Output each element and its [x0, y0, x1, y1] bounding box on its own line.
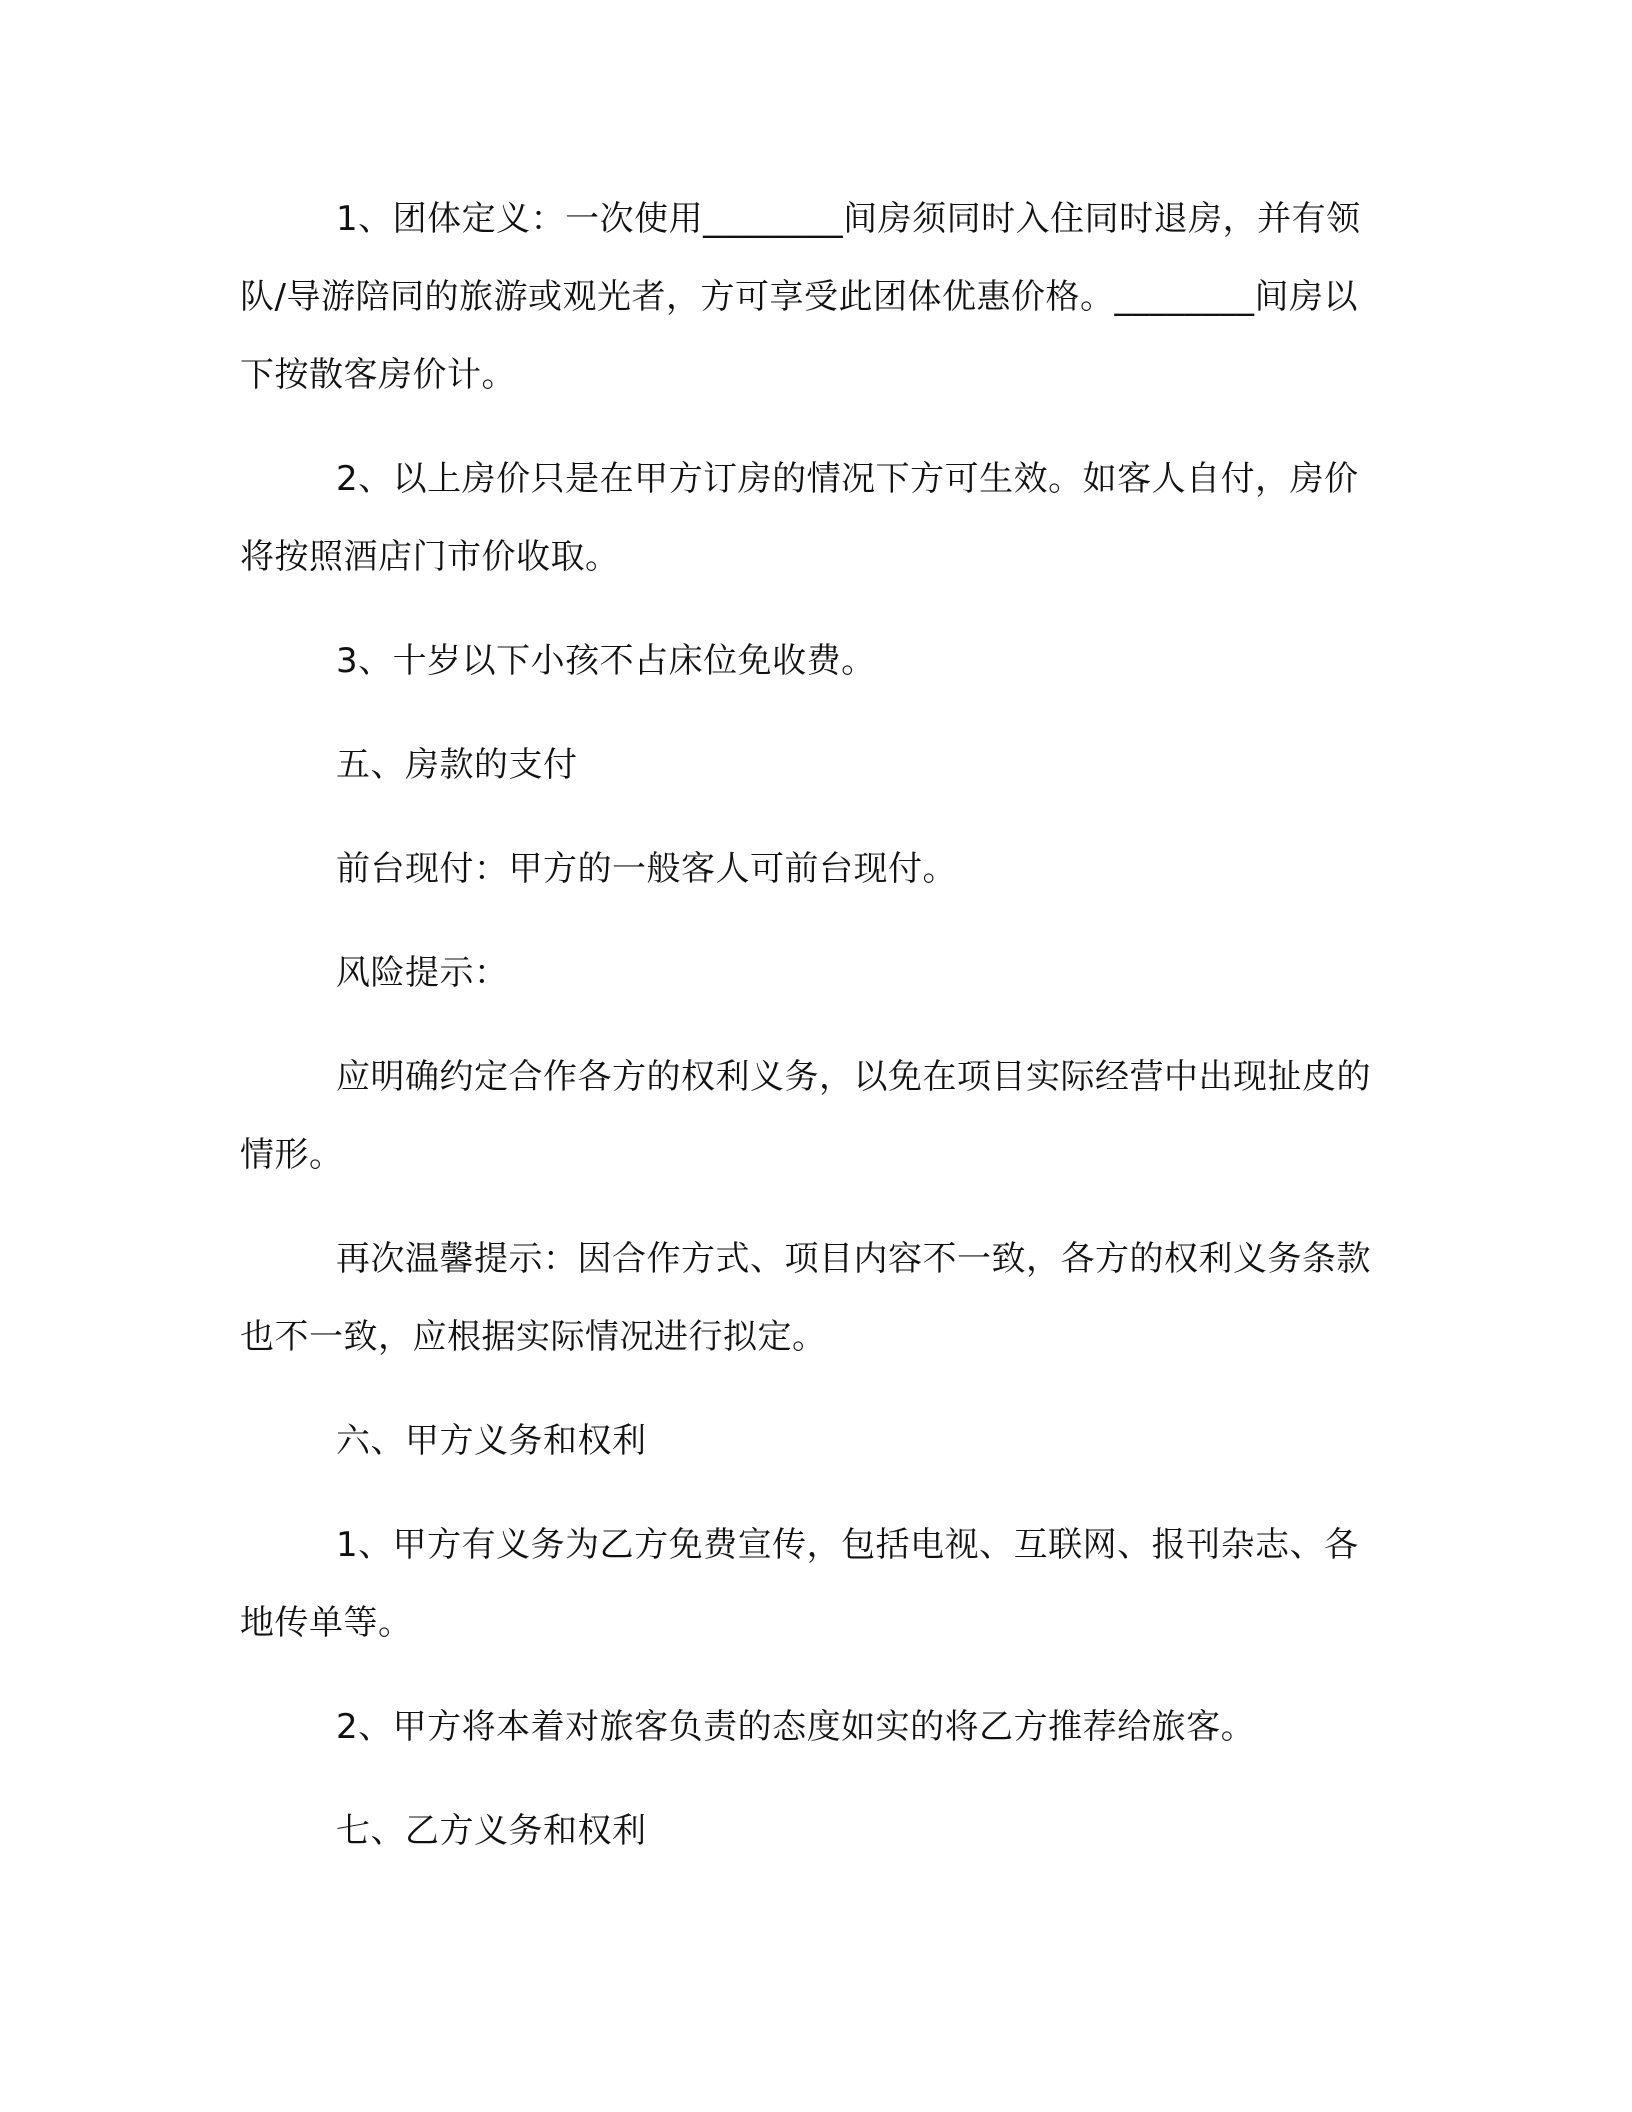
document-body: [240, 180, 1380, 1896]
paragraph-front-desk-payment: 前台现付：甲方的一般客人可前台现付。: [336, 849, 957, 889]
paragraph-risk-notice-text: 应明确约定合作各方的权利义务，以免在项目实际经营中出现扯皮的情形。: [240, 1057, 1371, 1175]
section-heading-party-a: 六、甲方义务和权利: [336, 1421, 647, 1461]
paragraph-children-free: 3、十岁以下小孩不占床位免收费。: [336, 641, 876, 681]
paragraph-group-definition: 1、团体定义：一次使用________间房须同时入住同时退房，并有领队/导游陪同的旅游或观光者，方可享受此团体优惠价格。________间房以下按散客房价计。: [240, 199, 1361, 395]
section-heading-party-b: 七、乙方义务和权利: [336, 1811, 647, 1851]
paragraph-reminder: 再次温馨提示：因合作方式、项目内容不一致，各方的权利义务条款也不一致，应根据实际情况进行拟定。: [240, 1239, 1371, 1357]
paragraph-price-validity: 2、以上房价只是在甲方订房的情况下方可生效。如客人自付，房价将按照酒店门市价收取。: [240, 459, 1359, 577]
paragraph-party-a-promotion: 1、甲方有义务为乙方免费宣传，包括电视、互联网、报刊杂志、各地传单等。: [240, 1525, 1359, 1643]
section-heading-payment: 五、房款的支付: [336, 745, 578, 785]
paragraph-party-a-recommend: 2、甲方将本着对旅客负责的态度如实的将乙方推荐给旅客。: [336, 1707, 1256, 1747]
paragraph-risk-notice-label: 风险提示：: [336, 953, 509, 993]
